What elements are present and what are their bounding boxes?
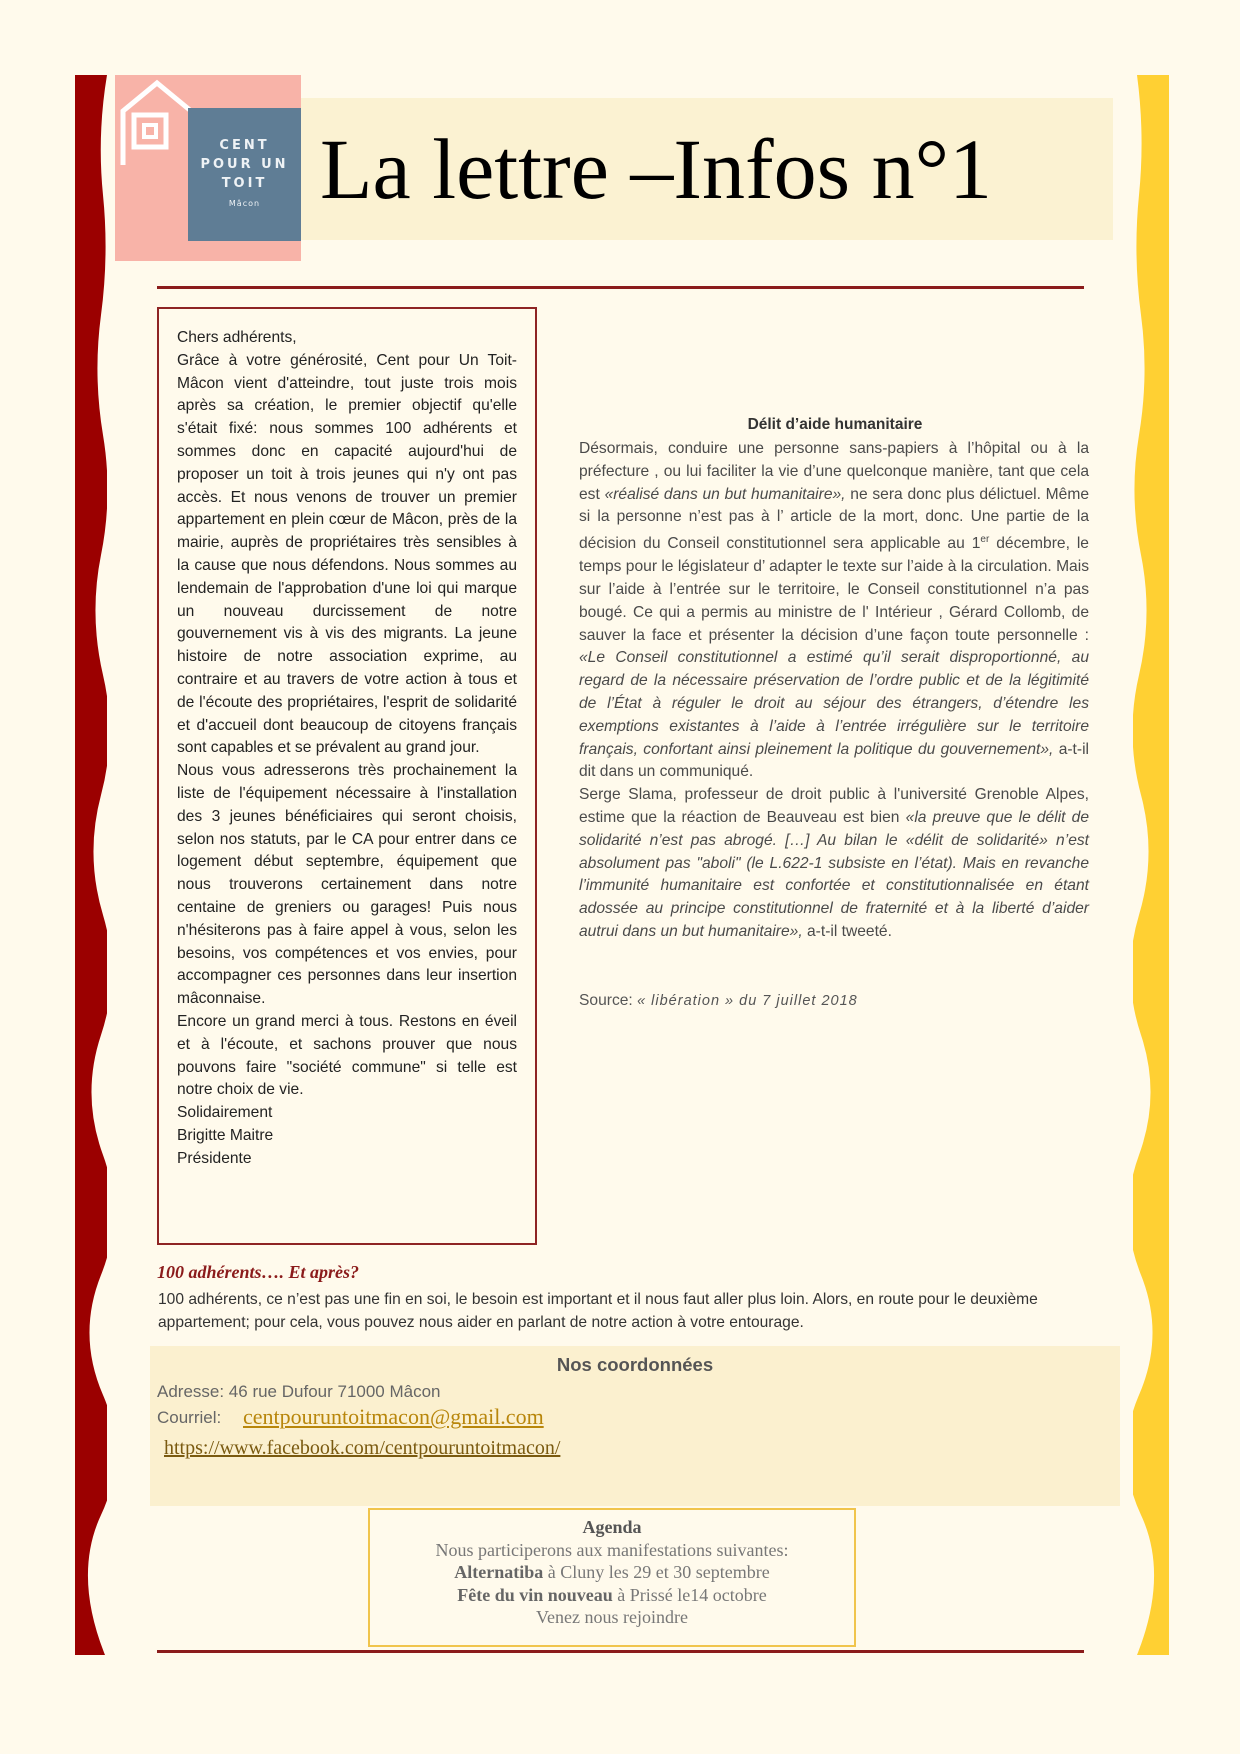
right-decorative-ribbon [1133, 75, 1169, 1655]
contact-address: Adresse: 46 rue Dufour 71000 Mâcon [157, 1382, 441, 1401]
agenda-event-1: Alternatiba à Cluny les 29 et 30 septembre [454, 1562, 770, 1582]
email-label: Courriel: [157, 1408, 222, 1427]
letter-paragraph-1: Grâce à votre générosité, Cent pour Un Toit-Mâcon vient d'atteindre, tout juste trois mois après sa création, le premier objectif qu'elle s'était fixé: nous sommes 100 adhérents et sommes donc en capacité aujourd'hui de proposer un toit à trois jeunes qui n'y ont pas accès. Et nous venons de trouver un premier appartement en plein cœur de Mâcon, près de la mairie, auprès de propriétaires très sensibles à la cause que nous défendons. Nous sommes au lendemain de l'approbation d'une loi qui marque un nouveau durcissement de notre gouvernement vis à vis des migrants. La jeune histoire de notre association exprime, au contraire et au travers de votre action à tous et de l'écoute des propriétaires, l'esprit de solidarité et d'accueil dont beaucoup de citoyens français sont capables et se prévalent au grand jour. [177, 351, 517, 757]
agenda-outro: Venez nous rejoindre [536, 1607, 688, 1627]
bottom-divider [157, 1650, 1084, 1653]
facebook-link[interactable]: https://www.facebook.com/centpouruntoitmacon/ [164, 1437, 561, 1459]
letter-paragraph-3: Encore un grand merci à tous. Restons en éveil et à l'écoute, et sachons prouver que nous pouvons faire "société commune" si telle est notre choix de vie. [177, 1012, 517, 1099]
letter-greeting: Chers adhérents, [177, 329, 297, 346]
letter-closing: Solidairement [177, 1104, 273, 1122]
logo-line-3: TOIT [221, 176, 268, 191]
agenda-title: Agenda [582, 1517, 642, 1537]
logo-city: Mâcon [228, 199, 261, 208]
email-link[interactable]: centpouruntoitmacon@gmail.com [243, 1404, 544, 1429]
letter-signature-role: Présidente [177, 1149, 252, 1167]
agenda-intro: Nous participerons aux manifestations suivantes: [435, 1539, 789, 1560]
section-text-after: 100 adhérents, ce n’est pas une fin en soi, le besoin est important et il nous faut aller plus loin. Alors, en route pour le deuxième appartement; pour cela, vous pouvez nous aider en parlant de notre action à votre entourage. [158, 1291, 1038, 1331]
house-icon [117, 77, 197, 167]
letter-paragraph-2: Nous vous adresserons très prochainement la liste de l'équipement nécessaire à l'installation des 3 jeunes bénéficiaires qui seront choisis, selon nos statuts, par le CA pour entrer dans ce logement début septembre, équipement que nous trouverons certainement dans notre centaine de greniers ou garages! Puis nous n'hésiterons pas à faire appel à vous, selon les besoins, vos compétences et vos envies, pour accompagner ces personnes dans leur insertion mâconnaise. [177, 762, 517, 1008]
article-source: Source: « libération » du 7 juillet 2018 [579, 992, 858, 1009]
logo-line-1: CENT [219, 138, 270, 153]
logo-line-2: POUR UN [200, 157, 289, 172]
article-body [579, 438, 1089, 944]
president-letter [177, 327, 517, 1170]
letter-signature-name: Brigitte Maitre [177, 1126, 274, 1144]
left-decorative-ribbon [75, 75, 107, 1655]
logo-text-block [188, 108, 301, 241]
agenda [368, 1516, 856, 1629]
article-paragraph-1: Désormais, conduire une personne sans-papiers à l’hôpital ou à la préfecture , ou lui faciliter la vie d’une quelconque manière, tant que cela est «réalisé dans un but humanitaire», ne sera donc plus délictuel. Même si la personne n’est pas à l’ article de la mort, donc. Une partie de la décision du Conseil constitutionnel sera applicable au 1er décembre, le temps pour le législateur d’ adapter le texte sur l’aide à la circulation. Mais sur l’aide à l’entrée sur le territoire, le Conseil constitutionnel n’a pas bougé. Ce qui a permis au ministre de l' Intérieur , Gérard Collomb, de sauver la face et présenter la décision d’une façon toute personnelle : «Le Conseil constitutionnel a estimé qu’il serait disproportionné, au regard de la nécessaire préservation de l’ordre public et de la légitimité de l’État à réguler le droit au séjour des étrangers, d’étendre les exemptions existantes à l’aide à l’entrée irrégulière sur le territoire français, confortant ainsi pleinement la politique du gouvernement», a-t-il dit dans un communiqué. [579, 440, 1090, 781]
page-title: La lettre –Infos n°1 [320, 121, 993, 217]
contact-heading: Nos coordonnées [556, 1354, 714, 1375]
article-paragraph-2: Serge Slama, professeur de droit public à l'université Grenoble Alpes, estime que la réaction de Beauveau est bien «la preuve que le délit de solidarité n’est pas abrogé. […] Au bilan le «délit de solidarité» n’est absolument pas "aboli" (le L.622-1 subsiste en l’état). Mais en revanche l’immunité humanitaire est confortée et constitutionnalisée en étant adossée au principe constitutionnel de fraternité et à la liberté d’aider autrui dans un but humanitaire», a-t-il tweeté. [579, 786, 1089, 940]
top-divider [157, 286, 1084, 289]
article-title: Délit d’aide humanitaire [747, 416, 923, 433]
section-heading-after: 100 adhérents…. Et après? [157, 1262, 360, 1282]
agenda-event-2: Fête du vin nouveau à Prissé le14 octobre [457, 1584, 767, 1605]
